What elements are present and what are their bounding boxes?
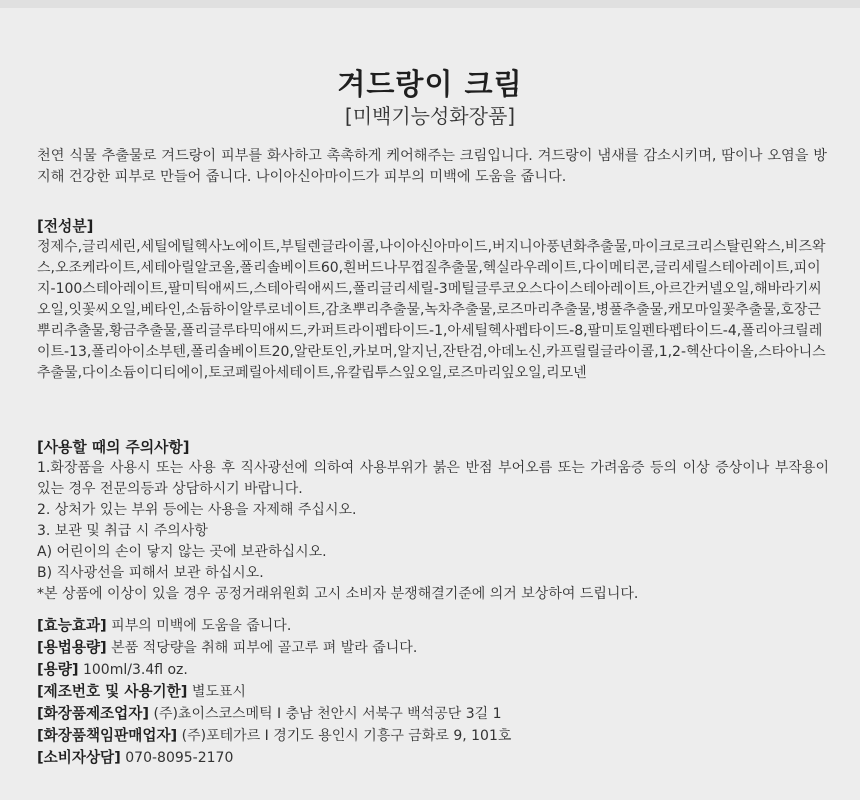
caution-section: [37, 437, 829, 605]
info-value: 본품 적당량을 취해 피부에 골고루 펴 발라 줍니다.: [106, 640, 418, 656]
caution-line-3: 3. 보관 및 취급 시 주의사항: [37, 523, 208, 539]
info-label: [화장품제조업자]: [37, 705, 150, 722]
caution-line-6: *본 상품에 이상이 있을 경우 공정거래위원회 고시 소비자 분쟁해결기준에 의거 보상하여 드립니다.: [37, 586, 639, 602]
info-value: (주)포테가르 I 경기도 용인시 기흥구 금화로 9, 101호: [177, 728, 512, 744]
info-label: [소비자상담]: [37, 749, 121, 766]
info-usage: [37, 637, 829, 659]
caution-heading: [사용할 때의 주의사항]: [37, 439, 190, 456]
info-value: 070-8095-2170: [120, 750, 234, 766]
caution-line-2: 2. 상처가 있는 부위 등에는 사용을 자제해 주십시오.: [37, 502, 357, 518]
ingredients-section: [37, 216, 829, 384]
ingredients-heading: [전성분]: [37, 218, 94, 235]
info-label: [화장품책임판매업자]: [37, 727, 178, 744]
caution-line-1: 1.화장품을 사용시 또는 사용 후 직사광선에 의하여 사용부위가 붉은 반점 부어오름 또는 가려움증 등의 이상 증상이나 부작용이 있는 경우 전문의등과 상담하시기 바랍니다.: [37, 460, 829, 497]
info-label: [용량]: [37, 661, 79, 678]
info-value: 별도표시: [187, 684, 246, 700]
product-subtitle: [미백기능성화장품]: [344, 104, 516, 128]
product-title: 겨드랑이 크림: [337, 67, 523, 101]
product-description: 천연 식물 추출물로 겨드랑이 피부를 화사하고 촉촉하게 케어해주는 크림입니다. 겨드랑이 냄새를 감소시키며, 땀이나 오염을 방지해 건강한 피부로 만들어 줍니다. 나이아신아마이드가 피부의 미백에 도움을 줍니다.: [37, 148, 827, 185]
info-volume: [37, 659, 829, 681]
ingredients-list: 정제수,글리세린,세틸에틸헥사노에이트,부틸렌글라이콜,나이아신아마이드,버지니아풍년화추출물,마이크로크리스탈린왁스,비즈왁스,오조케라이트,세테아릴알코올,폴리솔베이트60,흰버드나무껍질추출물,헥실라우레이트,다이메티콘,글리세릴스테아레이트,피이지-100스테아레이트,팔미틱애씨드,스테아릭애씨드,폴리글리세릴-3메틸글루코오스다이스테아레이트,아르간커넬오일,해바라기씨오일,잇꽃씨오일,베타인,소듐하이알루로네이트,감초뿌리추출물,녹차추출물,로즈마리추출물,병풀추출물,캐모마일꽃추출물,호장근뿌리추출물,황금추출물,폴리글루타믹애씨드,카퍼트라이펩타이드-1,아세틸헥사펩타이드-8,팔미토일펜타펩타이드-4,폴리아크릴레이트-13,폴리아이소부텐,폴리솔베이트20,알란토인,카보머,알지닌,잔탄검,아데노신,카프릴릴글라이콜,1,2-헥산다이올,스타아니스추출물,다이소듐이디티에이,토코페릴아세테이트,유칼립투스잎오일,로즈마리잎오일,리모넨: [37, 239, 826, 381]
product-info-section: [37, 615, 829, 769]
info-label: [효능효과]: [37, 617, 107, 634]
info-value: 100ml/3.4fl oz.: [78, 662, 188, 678]
info-label: [용법용량]: [37, 639, 107, 656]
info-consumer-contact: [37, 747, 829, 769]
caution-line-4: A) 어린이의 손이 닿지 않는 곳에 보관하십시오.: [37, 544, 327, 560]
info-lot-expiry: [37, 681, 829, 703]
info-label: [제조번호 및 사용기한]: [37, 683, 188, 700]
info-manufacturer: [37, 703, 829, 725]
info-value: (주)쵸이스코스메틱 I 충남 천안시 서북구 백석공단 3길 1: [149, 706, 502, 722]
caution-line-5: B) 직사광선을 피해서 보관 하십시오.: [37, 565, 264, 581]
info-value: 피부의 미백에 도움을 줍니다.: [106, 618, 292, 634]
info-distributor: [37, 725, 829, 747]
info-efficacy: [37, 615, 829, 637]
top-divider: [0, 0, 860, 8]
